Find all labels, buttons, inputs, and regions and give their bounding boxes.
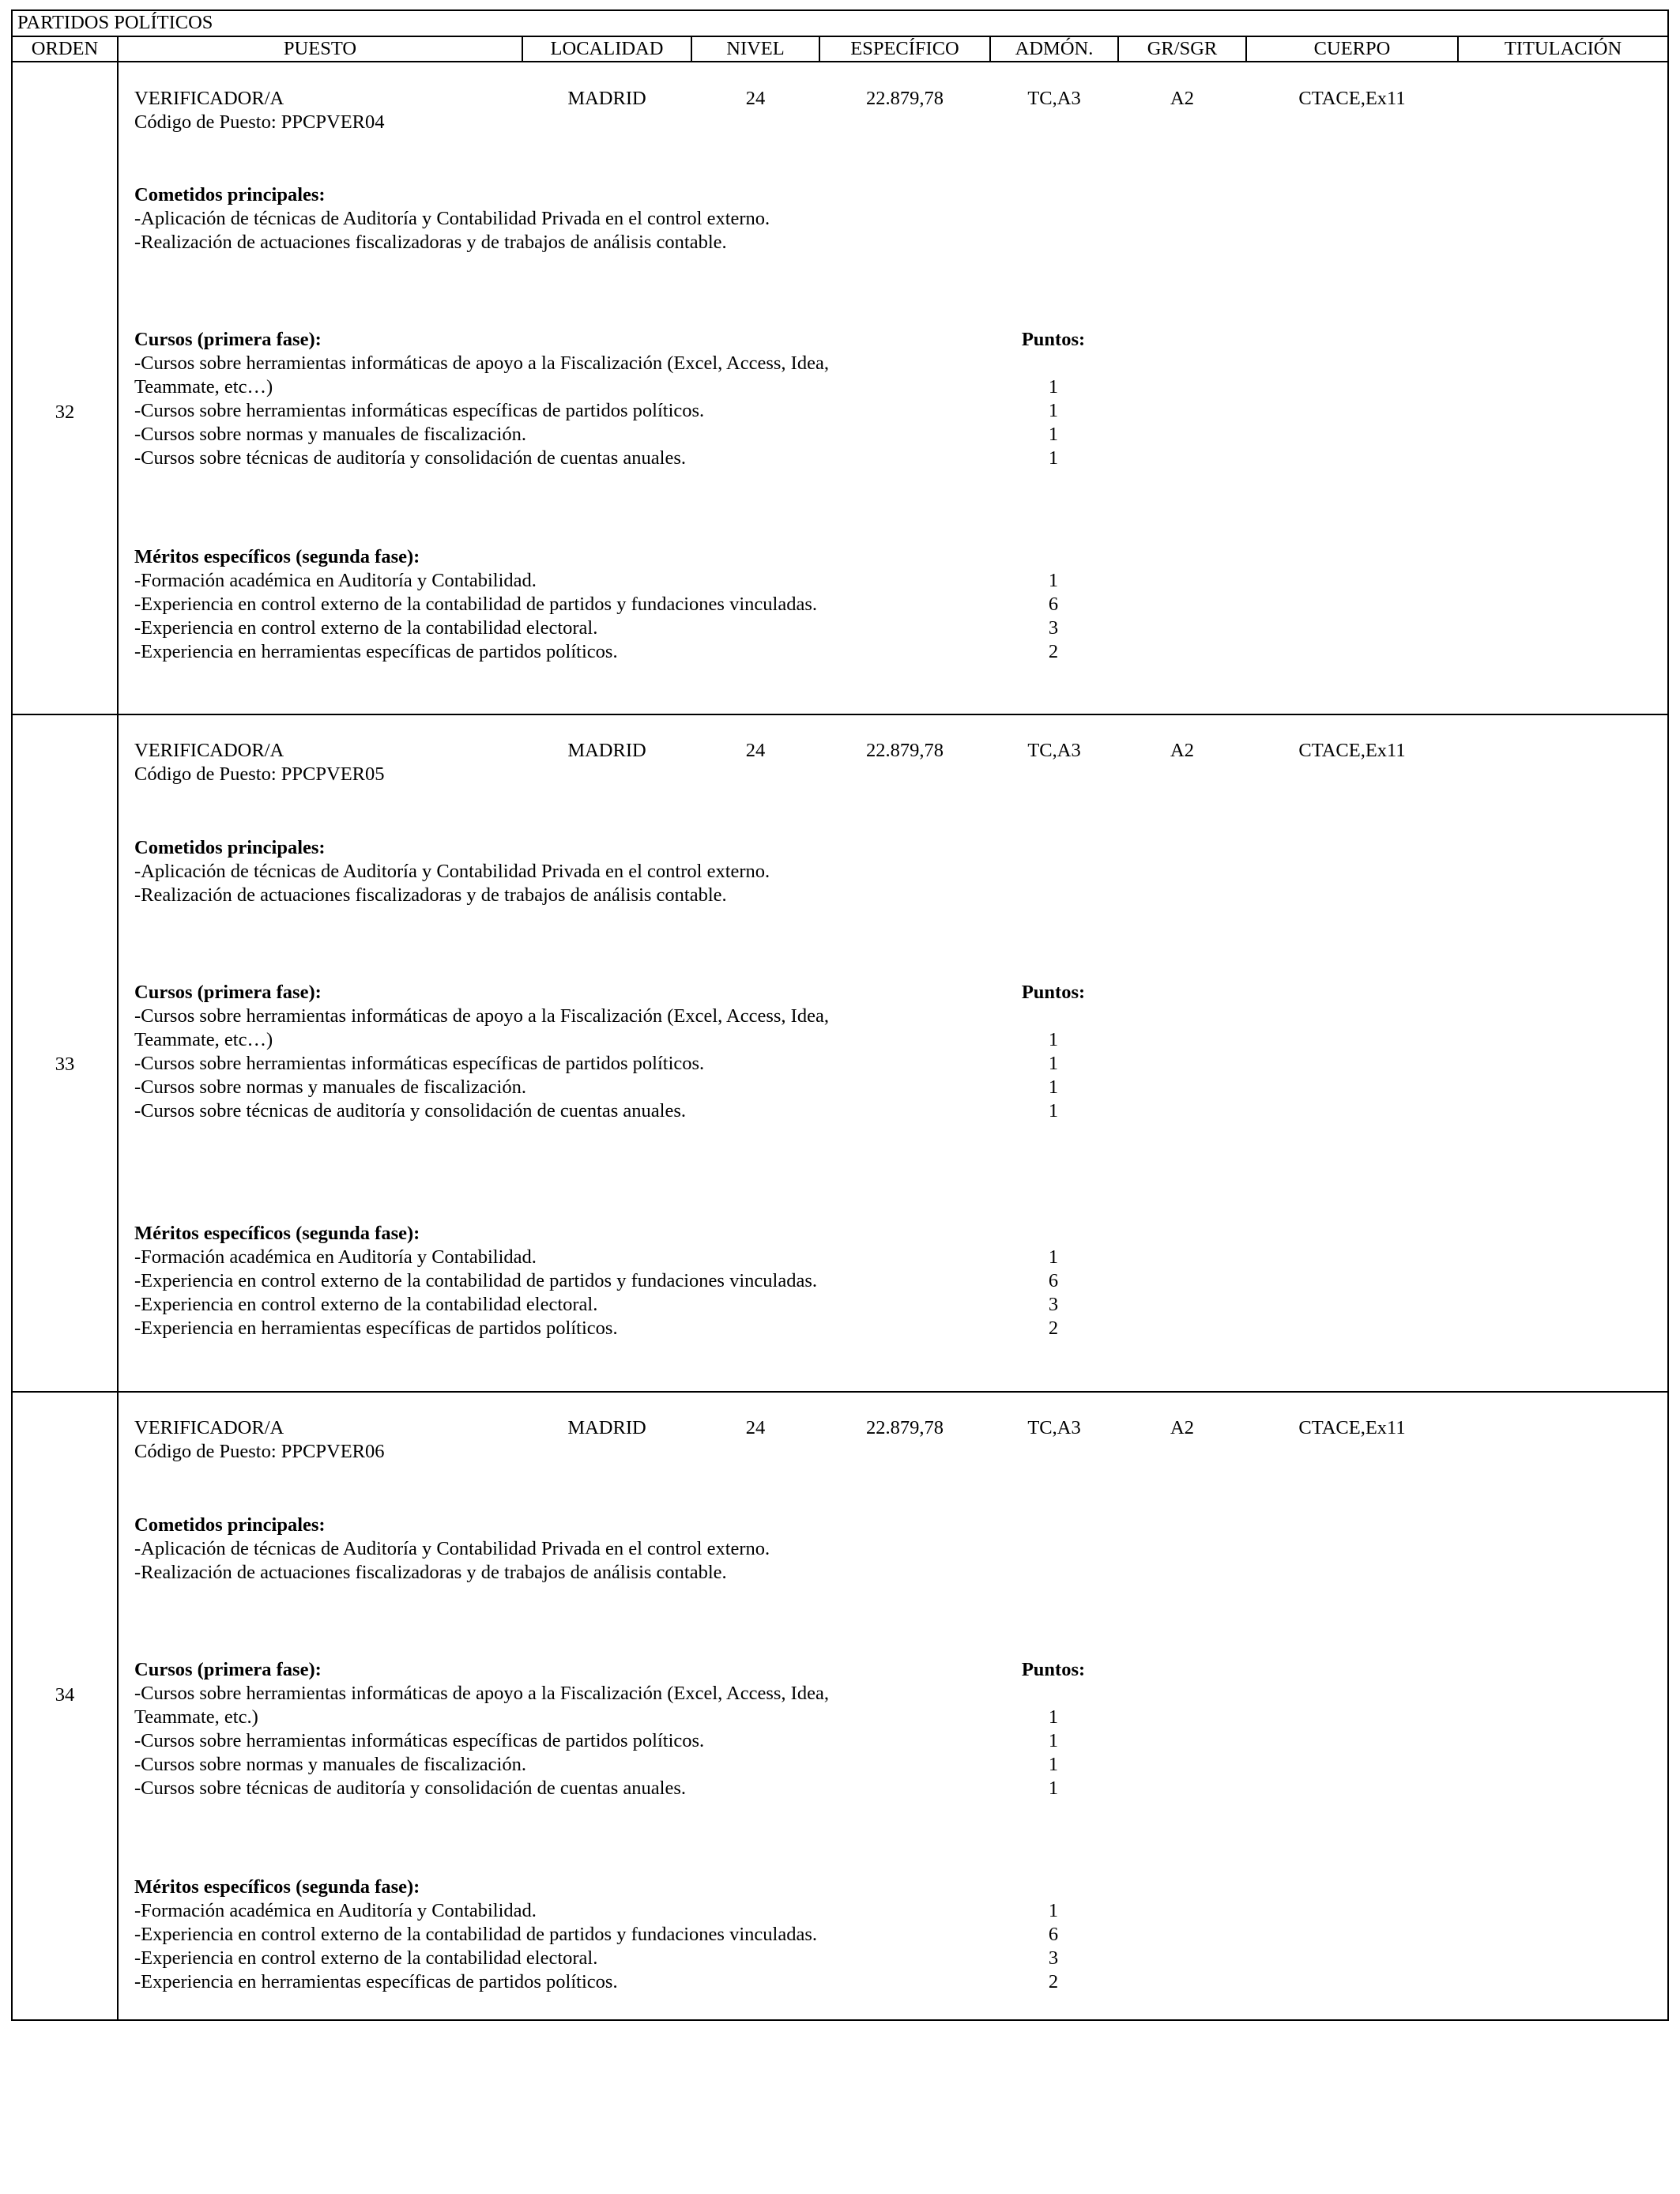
merito-puntos: 2 — [1048, 1971, 1059, 1992]
header-puesto: PUESTO — [283, 38, 357, 59]
merito-puntos: 2 — [1048, 1318, 1059, 1339]
puntos-title: Puntos: — [1021, 1659, 1086, 1680]
cursos-block — [134, 1658, 925, 1800]
meritos-title: Méritos específicos (segunda fase): — [134, 1876, 420, 1898]
cursos-title: Cursos (primera fase): — [134, 329, 322, 350]
row-codigo: Código de Puesto: PPCPVER06 — [134, 1441, 385, 1462]
curso-puntos: 1 — [1048, 1100, 1059, 1122]
cometidos-title: Cometidos principales: — [134, 1514, 326, 1536]
cometido-item: -Realización de actuaciones fiscalizadoras y de trabajos de análisis contable. — [134, 1562, 727, 1583]
curso-puntos: 1 — [1048, 1730, 1059, 1751]
meritos-title: Méritos específicos (segunda fase): — [134, 546, 420, 567]
curso-item: -Cursos sobre herramientas informáticas específicas de partidos políticos. — [134, 1730, 705, 1751]
row-cuerpo: CTACE,Ex11 — [1298, 740, 1406, 761]
row-cuerpo: CTACE,Ex11 — [1298, 88, 1406, 109]
section-title: PARTIDOS POLÍTICOS — [17, 12, 213, 33]
cometidos-block — [134, 1514, 925, 1585]
meritos-puntos — [1014, 1899, 1093, 1994]
header-gr-sgr: GR/SGR — [1147, 38, 1218, 59]
merito-item: -Experiencia en herramientas específicas de partidos políticos. — [134, 1971, 618, 1992]
cursos-block — [134, 328, 925, 470]
curso-puntos: 1 — [1048, 1053, 1059, 1074]
row-orden: 33 — [55, 1054, 75, 1075]
row-nivel: 24 — [745, 1417, 766, 1438]
row-especifico: 22.879,78 — [866, 740, 944, 761]
merito-puntos: 3 — [1048, 1947, 1059, 1969]
row-gr-sgr: A2 — [1170, 88, 1194, 109]
cursos-puntos — [1014, 981, 1093, 1123]
cursos-title: Cursos (primera fase): — [134, 982, 322, 1003]
merito-item: -Experiencia en herramientas específicas de partidos políticos. — [134, 641, 618, 662]
curso-item: -Cursos sobre normas y manuales de fiscalización. — [134, 1076, 526, 1098]
header-orden: ORDEN — [31, 38, 99, 59]
row-orden: 32 — [55, 401, 75, 423]
merito-puntos: 1 — [1048, 570, 1059, 591]
meritos-title: Méritos específicos (segunda fase): — [134, 1223, 420, 1244]
meritos-block — [134, 1875, 925, 1994]
curso-puntos: 1 — [1048, 1076, 1059, 1098]
merito-item: -Experiencia en control externo de la contabilidad de partidos y fundaciones vinculadas. — [134, 594, 817, 615]
cometido-item: -Aplicación de técnicas de Auditoría y Contabilidad Privada en el control externo. — [134, 1538, 770, 1559]
merito-item: -Experiencia en control externo de la contabilidad electoral. — [134, 1294, 598, 1315]
row-codigo: Código de Puesto: PPCPVER05 — [134, 763, 385, 785]
row-admon: TC,A3 — [1027, 88, 1081, 109]
cometido-item: -Aplicación de técnicas de Auditoría y Contabilidad Privada en el control externo. — [134, 208, 770, 229]
merito-item: -Experiencia en control externo de la contabilidad de partidos y fundaciones vinculadas. — [134, 1270, 817, 1291]
row-cuerpo: CTACE,Ex11 — [1298, 1417, 1406, 1438]
header-admon: ADMÓN. — [1015, 38, 1094, 59]
cursos-title: Cursos (primera fase): — [134, 1659, 322, 1680]
meritos-block — [134, 1222, 925, 1340]
merito-puntos: 3 — [1048, 1294, 1059, 1315]
orden-column-rule — [117, 36, 119, 2020]
header-nivel: NIVEL — [726, 38, 785, 59]
row-localidad: MADRID — [567, 88, 646, 109]
row-localidad: MADRID — [567, 740, 646, 761]
row-codigo: Código de Puesto: PPCPVER04 — [134, 111, 385, 133]
header-localidad: LOCALIDAD — [550, 38, 664, 59]
curso-puntos: 1 — [1048, 400, 1059, 421]
row-puesto: VERIFICADOR/A — [134, 740, 284, 761]
cometido-item: -Aplicación de técnicas de Auditoría y Contabilidad Privada en el control externo. — [134, 861, 770, 882]
meritos-puntos — [1014, 569, 1093, 664]
curso-item: Teammate, etc.) — [134, 1706, 258, 1728]
curso-puntos: 1 — [1048, 1754, 1059, 1775]
curso-puntos: 1 — [1048, 1706, 1059, 1728]
curso-item: -Cursos sobre técnicas de auditoría y consolidación de cuentas anuales. — [134, 447, 687, 469]
meritos-block — [134, 545, 925, 664]
merito-puntos: 6 — [1048, 1924, 1059, 1945]
curso-item: Teammate, etc…) — [134, 1029, 273, 1050]
merito-puntos: 3 — [1048, 617, 1059, 639]
row-especifico: 22.879,78 — [866, 1417, 944, 1438]
curso-puntos: 1 — [1048, 376, 1059, 398]
cursos-block — [134, 981, 925, 1123]
cursos-puntos — [1014, 328, 1093, 470]
merito-item: -Experiencia en control externo de la contabilidad de partidos y fundaciones vinculadas. — [134, 1924, 817, 1945]
merito-item: -Experiencia en control externo de la contabilidad electoral. — [134, 617, 598, 639]
curso-item: -Cursos sobre normas y manuales de fiscalización. — [134, 424, 526, 445]
puntos-title: Puntos: — [1021, 329, 1086, 350]
merito-puntos: 6 — [1048, 1270, 1059, 1291]
merito-puntos: 1 — [1048, 1900, 1059, 1921]
cometido-item: -Realización de actuaciones fiscalizadoras y de trabajos de análisis contable. — [134, 232, 727, 253]
curso-puntos: 1 — [1048, 424, 1059, 445]
header-titulacion: TITULACIÓN — [1504, 38, 1622, 59]
row-nivel: 24 — [745, 88, 766, 109]
curso-item: -Cursos sobre herramientas informáticas de apoyo a la Fiscalización (Excel, Access, Idea, — [134, 352, 829, 374]
curso-puntos: 1 — [1048, 447, 1059, 469]
curso-item: -Cursos sobre herramientas informáticas específicas de partidos políticos. — [134, 400, 705, 421]
curso-puntos — [1014, 1682, 1093, 1706]
merito-item: -Experiencia en control externo de la contabilidad electoral. — [134, 1947, 598, 1969]
cometido-item: -Realización de actuaciones fiscalizadoras y de trabajos de análisis contable. — [134, 884, 727, 906]
row-admon: TC,A3 — [1027, 1417, 1081, 1438]
curso-item: Teammate, etc…) — [134, 376, 273, 398]
merito-puntos: 2 — [1048, 641, 1059, 662]
row-divider — [11, 1391, 1669, 1393]
row-puesto: VERIFICADOR/A — [134, 88, 284, 109]
cometidos-block — [134, 836, 925, 907]
merito-item: -Experiencia en herramientas específicas de partidos políticos. — [134, 1318, 618, 1339]
row-localidad: MADRID — [567, 1417, 646, 1438]
curso-item: -Cursos sobre técnicas de auditoría y consolidación de cuentas anuales. — [134, 1777, 687, 1799]
cometidos-title: Cometidos principales: — [134, 837, 326, 858]
curso-puntos — [1014, 1005, 1093, 1028]
row-gr-sgr: A2 — [1170, 1417, 1194, 1438]
header-cuerpo: CUERPO — [1313, 38, 1391, 59]
row-gr-sgr: A2 — [1170, 740, 1194, 761]
row-orden: 34 — [55, 1684, 75, 1706]
merito-item: -Formación académica en Auditoría y Contabilidad. — [134, 1246, 537, 1268]
row-divider — [11, 714, 1669, 715]
curso-item: -Cursos sobre herramientas informáticas de apoyo a la Fiscalización (Excel, Access, Idea, — [134, 1005, 829, 1027]
cometidos-block — [134, 183, 925, 254]
curso-item: -Cursos sobre normas y manuales de fiscalización. — [134, 1754, 526, 1775]
puntos-title: Puntos: — [1021, 982, 1086, 1003]
curso-puntos — [1014, 352, 1093, 375]
curso-item: -Cursos sobre técnicas de auditoría y consolidación de cuentas anuales. — [134, 1100, 687, 1122]
row-admon: TC,A3 — [1027, 740, 1081, 761]
merito-item: -Formación académica en Auditoría y Contabilidad. — [134, 570, 537, 591]
row-puesto: VERIFICADOR/A — [134, 1417, 284, 1438]
row-nivel: 24 — [745, 740, 766, 761]
merito-puntos: 1 — [1048, 1246, 1059, 1268]
row-especifico: 22.879,78 — [866, 88, 944, 109]
cometidos-title: Cometidos principales: — [134, 184, 326, 205]
curso-puntos: 1 — [1048, 1777, 1059, 1799]
header-especifico: ESPECÍFICO — [850, 38, 959, 59]
curso-item: -Cursos sobre herramientas informáticas específicas de partidos políticos. — [134, 1053, 705, 1074]
merito-puntos: 6 — [1048, 594, 1059, 615]
merito-item: -Formación académica en Auditoría y Contabilidad. — [134, 1900, 537, 1921]
cursos-puntos — [1014, 1658, 1093, 1800]
curso-item: -Cursos sobre herramientas informáticas de apoyo a la Fiscalización (Excel, Access, Idea, — [134, 1683, 829, 1704]
meritos-puntos — [1014, 1246, 1093, 1340]
curso-puntos: 1 — [1048, 1029, 1059, 1050]
